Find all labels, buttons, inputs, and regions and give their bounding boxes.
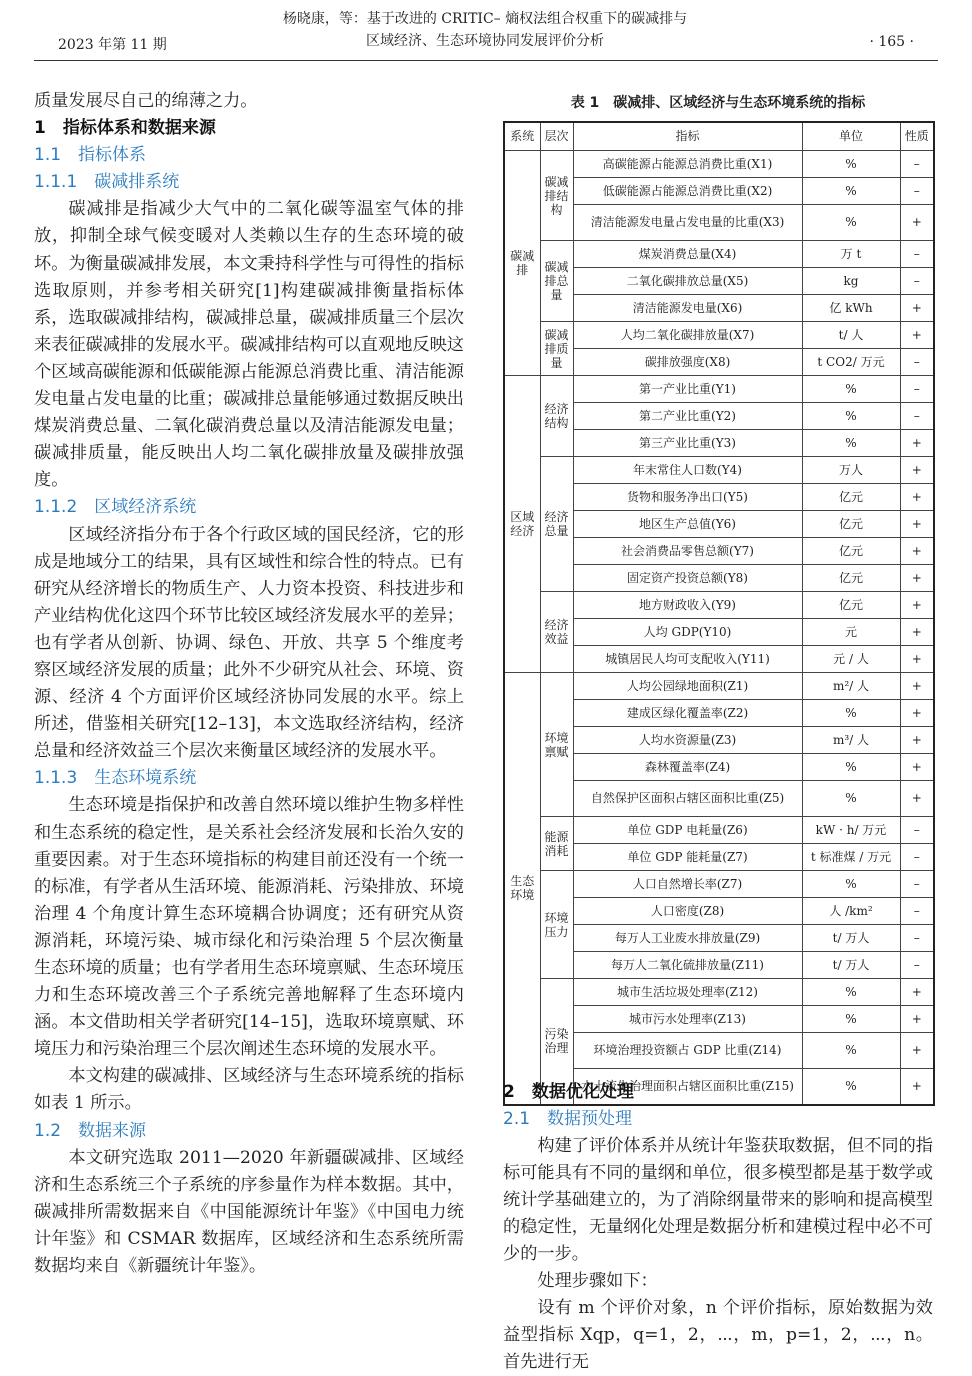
indicator-cell: 煤炭消费总量(X4)	[573, 241, 802, 268]
unit-cell: 亿元	[802, 592, 900, 619]
table-caption: 表 1 碳减排、区域经济与生态环境系统的指标	[570, 95, 866, 111]
subsection-heading: 2.1 数据预处理	[503, 1109, 633, 1129]
paragraph: 区域经济指分布于各个行政区域的国民经济，它的形成是地域分工的结果，具有区域性和综合性的特点。已有研究从经济增长的物质生产、人力资本投资、科技进步和产业结构优化这四个环节比较区域经济发展水平的差异；也有学者从创新、协调、绿色、开放、共享 5 个维度考察区域经济发展的质量；此外不少研究从社会、环境、资源、经济 4 个方面评价区域经济协同发展的水平。综上所述，借鉴相关研究[12–13]，本文选取经济结构，经济总量和经济效益三个层次来衡量区域经济的发展水平。	[34, 524, 464, 762]
page-number: · 165 ·	[869, 34, 914, 50]
indicator-cell: 货物和服务净出口(Y5)	[573, 484, 802, 511]
direction-cell: +	[900, 565, 934, 592]
paragraph: 生态环境是指保护和改善自然环境以维护生物多样性和生态系统的稳定性，是关系社会经济发展和长治久安的重要因素。对于生态环境指标的构建目前还没有一个统一的标准，有学者从生活环境、能源消耗、污染排放、环境治理 4 个角度计算生态环境耦合协调度；还有研究从资源消耗，环境污染、城市绿化和污染治理 5 个层次衡量生态环境的质量；也有学者用生态环境禀赋、生态环境压力和生态环境改善三个子系统完善地解释了生态环境内涵。本文借助相关学者研究[14–15]，选取环境禀赋、环境压力和污染治理三个层次阐述生态环境的发展水平。	[34, 795, 464, 1060]
direction-cell: –	[900, 844, 934, 871]
layer-cell: 经济效益	[540, 592, 573, 673]
unit-cell: %	[802, 979, 900, 1006]
direction-cell: +	[900, 295, 934, 322]
column-header: 层次	[540, 122, 573, 151]
layer-cell: 能源消耗	[540, 817, 573, 871]
unit-cell: 万人	[802, 457, 900, 484]
system-cell: 区域经济	[504, 376, 540, 673]
unit-cell: %	[802, 871, 900, 898]
indicator-cell: 环境治理投资额占 GDP 比重(Z14)	[573, 1033, 802, 1069]
unit-cell: t/ 万人	[802, 952, 900, 979]
direction-cell: +	[900, 457, 934, 484]
table-row	[504, 151, 934, 178]
running-title-line1: 杨晓康，等：基于改进的 CRITIC– 熵权法组合权重下的碳减排与	[282, 11, 688, 27]
table-row	[504, 376, 934, 403]
indicator-cell: 人均二氧化碳排放量(X7)	[573, 322, 802, 349]
column-header: 系统	[504, 122, 540, 151]
indicator-cell: 年末常住人口数(Y4)	[573, 457, 802, 484]
indicator-cell: 第三产业比重(Y3)	[573, 430, 802, 457]
unit-cell: %	[802, 151, 900, 178]
direction-cell: +	[900, 727, 934, 754]
direction-cell: –	[900, 817, 934, 844]
unit-cell: %	[802, 403, 900, 430]
section-heading: 2 数据优化处理	[503, 1082, 634, 1102]
indicator-cell: 碳排放强度(X8)	[573, 349, 802, 376]
direction-cell: –	[900, 376, 934, 403]
direction-cell: –	[900, 871, 934, 898]
indicator-cell: 人均公园绿地面积(Z1)	[573, 673, 802, 700]
layer-cell: 环境压力	[540, 871, 573, 979]
indicator-cell: 高碳能源占能源总消费比重(X1)	[573, 151, 802, 178]
system-cell: 碳减排	[504, 151, 540, 376]
direction-cell: +	[900, 979, 934, 1006]
indicator-cell: 每万人二氧化硫排放量(Z11)	[573, 952, 802, 979]
unit-cell: %	[802, 205, 900, 241]
unit-cell: 亿 kWh	[802, 295, 900, 322]
running-title-line2: 区域经济、生态环境协同发展评价分析	[366, 33, 604, 49]
indicator-table	[503, 121, 935, 1106]
indicator-cell: 地方财政收入(Y9)	[573, 592, 802, 619]
indicator-cell: 第一产业比重(Y1)	[573, 376, 802, 403]
indicator-cell: 低碳能源占能源总消费比重(X2)	[573, 178, 802, 205]
subsubsection-heading: 1.1.2 区域经济系统	[34, 497, 197, 518]
direction-cell: +	[900, 754, 934, 781]
journal-issue: 2023 年第 11 期	[58, 37, 167, 53]
table-row	[504, 979, 934, 1006]
unit-cell: kg	[802, 268, 900, 295]
running-title	[250, 8, 720, 52]
table-row	[504, 817, 934, 844]
table-body	[504, 151, 934, 1105]
layer-cell: 经济总量	[540, 457, 573, 592]
layer-cell: 碳减排结构	[540, 151, 573, 241]
unit-cell: 元	[802, 619, 900, 646]
indicator-cell: 清洁能源发电量占发电量的比重(X3)	[573, 205, 802, 241]
unit-cell: 人 /km²	[802, 898, 900, 925]
subsubsection-heading: 1.1.3 生态环境系统	[34, 768, 197, 789]
header-rule	[34, 60, 938, 61]
direction-cell: +	[900, 781, 934, 817]
table-row	[504, 592, 934, 619]
unit-cell: 元 / 人	[802, 646, 900, 673]
layer-cell: 污染治理	[540, 979, 573, 1105]
direction-cell: +	[900, 511, 934, 538]
direction-cell: +	[900, 646, 934, 673]
indicator-cell: 地区生产总值(Y6)	[573, 511, 802, 538]
unit-cell: kW · h/ 万元	[802, 817, 900, 844]
table-row	[504, 673, 934, 700]
direction-cell: –	[900, 952, 934, 979]
table-row	[504, 871, 934, 898]
direction-cell: +	[900, 484, 934, 511]
direction-cell: +	[900, 1006, 934, 1033]
unit-cell: %	[802, 781, 900, 817]
paragraph: 本文构建的碳减排、区域经济与生态环境系统的指标如表 1 所示。	[34, 1066, 464, 1114]
section-heading: 1 指标体系和数据来源	[34, 118, 216, 139]
layer-cell: 碳减排质量	[540, 322, 573, 376]
layer-cell: 环境禀赋	[540, 673, 573, 817]
paragraph: 处理步骤如下：	[537, 1271, 658, 1291]
indicator-cell: 单位 GDP 电耗量(Z6)	[573, 817, 802, 844]
column-header: 性质	[900, 122, 934, 151]
unit-cell: %	[802, 700, 900, 727]
unit-cell: t 标准煤 / 万元	[802, 844, 900, 871]
indicator-cell: 水土流失治理面积占辖区面积比重(Z15)	[573, 1069, 802, 1105]
unit-cell: m³/ 人	[802, 727, 900, 754]
indicator-cell: 第二产业比重(Y2)	[573, 403, 802, 430]
table-header-row	[504, 122, 934, 151]
unit-cell: %	[802, 178, 900, 205]
indicator-cell: 每万人工业废水排放量(Z9)	[573, 925, 802, 952]
direction-cell: +	[900, 1033, 934, 1069]
direction-cell: +	[900, 538, 934, 565]
table-row	[504, 322, 934, 349]
direction-cell: +	[900, 673, 934, 700]
unit-cell: %	[802, 1006, 900, 1033]
indicator-cell: 人均水资源量(Z3)	[573, 727, 802, 754]
paragraph: 碳减排是指减少大气中的二氧化碳等温室气体的排放，抑制全球气候变暖对人类赖以生存的生态环境的破坏。为衡量碳减排发展，本文秉持科学性与可得性的指标选取原则，并参考相关研究[1]构建碳减排衡量指标体系，选取碳减排结构，碳减排总量，碳减排质量三个层次来表征碳减排的发展水平。碳减排结构可以直观地反映这个区域高碳能源和低碳能源占能源总消费比重、清洁能源发电量占发电量的比重；碳减排总量能够通过数据反映出煤炭消费总量、二氧化碳消费总量以及清洁能源发电量；碳减排质量，能反映出人均二氧化碳排放量及碳排放强度。	[34, 199, 464, 491]
unit-cell: %	[802, 376, 900, 403]
paragraph: 构建了评价体系并从统计年鉴获取数据，但不同的指标可能具有不同的量纲和单位，很多模型都是基于数学或统计学基础建立的，为了消除纲量带来的影响和提高模型的稳定性，无量纲化处理是数据分析和建模过程中必不可少的一步。	[503, 1136, 933, 1264]
table-row	[504, 241, 934, 268]
indicator-cell: 人口自然增长率(Z7)	[573, 871, 802, 898]
indicator-cell: 建成区绿化覆盖率(Z2)	[573, 700, 802, 727]
subsubsection-heading: 1.1.1 碳减排系统	[34, 172, 180, 193]
unit-cell: t/ 人	[802, 322, 900, 349]
column-header: 指标	[573, 122, 802, 151]
unit-cell: %	[802, 1069, 900, 1105]
indicator-cell: 清洁能源发电量(X6)	[573, 295, 802, 322]
subsection-heading: 1.2 数据来源	[34, 1120, 147, 1141]
indicator-cell: 城市生活垃圾处理率(Z12)	[573, 979, 802, 1006]
indicator-cell: 二氧化碳排放总量(X5)	[573, 268, 802, 295]
layer-cell: 经济结构	[540, 376, 573, 457]
indicator-cell: 自然保护区面积占辖区面积比重(Z5)	[573, 781, 802, 817]
direction-cell: –	[900, 349, 934, 376]
unit-cell: %	[802, 754, 900, 781]
direction-cell: –	[900, 268, 934, 295]
indicator-cell: 人均 GDP(Y10)	[573, 619, 802, 646]
indicator-cell: 森林覆盖率(Z4)	[573, 754, 802, 781]
system-cell: 生态环境	[504, 673, 540, 1105]
direction-cell: +	[900, 1069, 934, 1105]
direction-cell: –	[900, 925, 934, 952]
layer-cell: 碳减排总量	[540, 241, 573, 322]
unit-cell: m²/ 人	[802, 673, 900, 700]
unit-cell: 万 t	[802, 241, 900, 268]
unit-cell: t/ 万人	[802, 925, 900, 952]
indicator-cell: 社会消费品零售总额(Y7)	[573, 538, 802, 565]
direction-cell: –	[900, 241, 934, 268]
paragraph: 本文研究选取 2011—2020 年新疆碳减排、区域经济和生态系统三个子系统的序参量作为样本数据。其中，碳减排所需数据来自《中国能源统计年鉴》《中国电力统计年鉴》和 CSMAR 数据库，区域经济和生态系统所需数据均来自《新疆统计年鉴》。	[34, 1147, 464, 1277]
paragraph: 设有 m 个评价对象，n 个评价指标，原始数据为效益型指标 Xqp，q=1，2，⋯，m，p=1，2，⋯，n。首先进行无	[503, 1298, 933, 1372]
indicator-cell: 单位 GDP 能耗量(Z7)	[573, 844, 802, 871]
unit-cell: 亿元	[802, 511, 900, 538]
direction-cell: +	[900, 205, 934, 241]
unit-cell: 亿元	[802, 565, 900, 592]
direction-cell: –	[900, 403, 934, 430]
indicator-cell: 人口密度(Z8)	[573, 898, 802, 925]
right-column	[503, 1079, 933, 1376]
direction-cell: –	[900, 898, 934, 925]
paragraph: 质量发展尽自己的绵薄之力。	[34, 91, 258, 111]
indicator-cell: 固定资产投资总额(Y8)	[573, 565, 802, 592]
unit-cell: 亿元	[802, 538, 900, 565]
unit-cell: %	[802, 430, 900, 457]
direction-cell: +	[900, 592, 934, 619]
direction-cell: –	[900, 178, 934, 205]
unit-cell: t CO2/ 万元	[802, 349, 900, 376]
indicator-cell: 城市污水处理率(Z13)	[573, 1006, 802, 1033]
table-row	[504, 457, 934, 484]
left-column	[34, 88, 464, 1280]
column-header: 单位	[802, 122, 900, 151]
direction-cell: +	[900, 430, 934, 457]
direction-cell: +	[900, 619, 934, 646]
direction-cell: –	[900, 151, 934, 178]
direction-cell: +	[900, 700, 934, 727]
unit-cell: %	[802, 1033, 900, 1069]
direction-cell: +	[900, 322, 934, 349]
indicator-cell: 城镇居民人均可支配收入(Y11)	[573, 646, 802, 673]
subsection-heading: 1.1 指标体系	[34, 145, 147, 166]
unit-cell: 亿元	[802, 484, 900, 511]
